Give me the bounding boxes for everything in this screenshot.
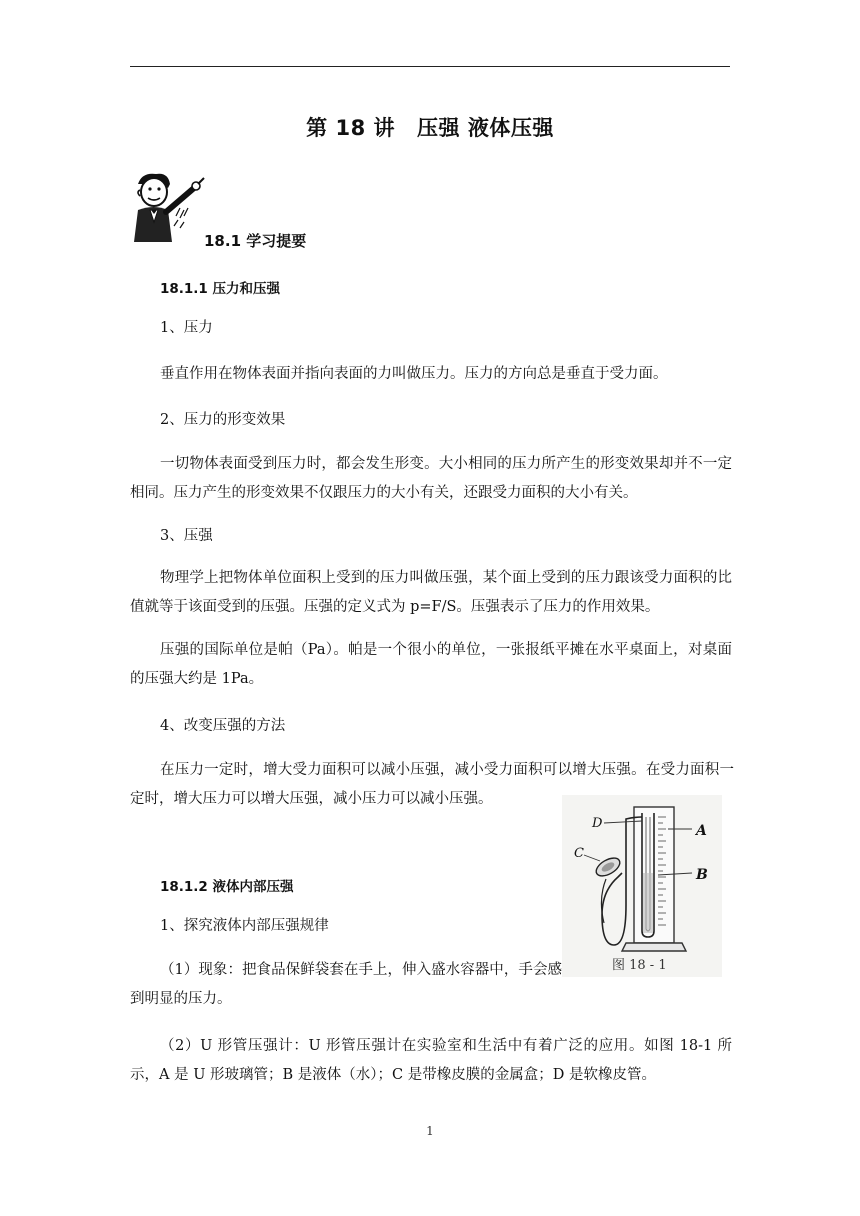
item-heading-pressure-intensity: 3、压强 xyxy=(160,528,213,544)
paragraph-change-pressure: 在压力一定时，增大受力面积可以减小压强，减小受力面积可以增大压强。在受力面积一定时，增大压力可以增大压强，减小压力可以减小压强。 xyxy=(130,762,734,807)
subsection-heading-2: 18.1.2 液体内部压强 xyxy=(160,879,294,895)
section-heading: 18.1 学习提要 xyxy=(204,232,307,250)
item-heading-deformation: 2、压力的形变效果 xyxy=(160,412,286,428)
subsection-heading-1: 18.1.1 压力和压强 xyxy=(160,281,281,297)
header-rule xyxy=(130,66,730,67)
paragraph-phenomenon: （1）现象：把食品保鲜袋套在手上，伸入盛水容器中，手会感到明显的压力。 xyxy=(130,962,562,1007)
item-heading-liquid-pressure: 1、探究液体内部压强规律 xyxy=(160,918,329,934)
paragraph-deformation: 一切物体表面受到压力时，都会发生形变。大小相同的压力所产生的形变效果却并不一定相同。压力产生的形变效果不仅跟压力的大小有关，还跟受力面积的大小有关。 xyxy=(130,456,732,501)
lecture-number: 第 18 讲 xyxy=(306,116,396,140)
paragraph-u-tube: （2）U 形管压强计：U 形管压强计在实验室和生活中有着广泛的应用。如图 18-1 所示，A 是 U 形玻璃管；B 是液体（水）；C 是带橡皮膜的金属盒；D 是软橡皮管。 xyxy=(130,1038,732,1083)
label-d: D xyxy=(592,816,603,831)
item-heading-pressure: 1、压力 xyxy=(160,320,213,336)
label-c: C xyxy=(574,846,584,861)
paragraph-pressure-formula: 物理学上把物体单位面积上受到的压力叫做压强，某个面上受到的压力跟该受力面积的比值就等于该面受到的压强。压强的定义式为 p=F/S。压强表示了压力的作用效果。 xyxy=(130,570,732,615)
figure-caption: 图 18 - 1 xyxy=(612,958,667,973)
page-title xyxy=(0,112,860,142)
u-tube-manometer-figure xyxy=(562,795,722,977)
paragraph-pressure-definition: 垂直作用在物体表面并指向表面的力叫做压力。压力的方向总是垂直于受力面。 xyxy=(160,366,668,382)
item-heading-change-pressure: 4、改变压强的方法 xyxy=(160,718,286,734)
page-number: 1 xyxy=(426,1124,434,1138)
lecture-topic: 压强 液体压强 xyxy=(417,116,554,140)
paragraph-pressure-unit: 压强的国际单位是帕（Pa）。帕是一个很小的单位，一张报纸平摊在水平桌面上，对桌面的压强大约是 1Pa。 xyxy=(130,642,732,687)
label-b: B xyxy=(696,867,708,883)
teacher-cartoon-icon xyxy=(128,170,208,246)
label-a: A xyxy=(696,823,707,839)
